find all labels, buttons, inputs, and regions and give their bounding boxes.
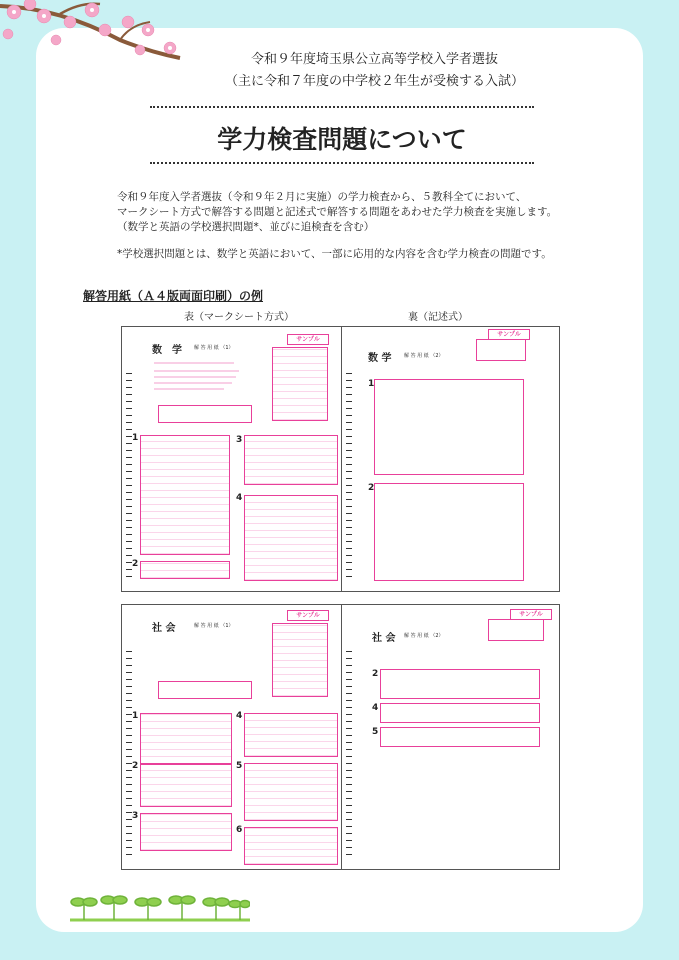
question-number: 6 [236, 825, 243, 835]
answer-grid-q2 [140, 763, 232, 807]
timing-marks [346, 367, 352, 577]
math-back-sub: 解 答 用 紙 （2） [404, 353, 444, 359]
question-number: 1 [132, 433, 139, 443]
question-number: 4 [372, 703, 379, 713]
answer-grid-q1 [140, 713, 232, 765]
sample-badge: サンプル [510, 609, 552, 620]
answer-grid-q3 [244, 435, 338, 485]
question-number: 4 [236, 493, 243, 503]
question-number: 5 [236, 761, 243, 771]
sheet-divider [341, 605, 342, 869]
question-number: 2 [368, 483, 375, 493]
mark-example-box [158, 405, 252, 423]
sample-badge: サンプル [287, 610, 329, 621]
exam-number-box [476, 339, 526, 361]
intro-line-2: マークシート方式で解答する問題と記述式で解答する問題をあわせた学力検査を実施します。 [117, 206, 558, 218]
answer-grid-q6 [244, 827, 338, 865]
sheet-divider [341, 327, 342, 591]
question-number: 3 [132, 811, 139, 821]
timing-marks [126, 645, 132, 855]
answer-grid-q5 [244, 763, 338, 821]
social-front-sub: 解 答 用 紙 （1） [194, 623, 234, 629]
intro-text [117, 190, 597, 235]
exam-number-grid [272, 347, 328, 421]
question-number: 4 [236, 711, 243, 721]
exam-number-box [488, 619, 544, 641]
question-number: 5 [372, 727, 379, 737]
sample-badge: サンプル [287, 334, 329, 345]
example-heading: 解答用紙（Ａ４版両面印刷）の例 [83, 289, 264, 303]
answer-grid-q4 [244, 495, 338, 581]
social-back-sub: 解 答 用 紙 （2） [404, 633, 444, 639]
question-number: 2 [132, 761, 139, 771]
question-number: 1 [368, 379, 375, 389]
timing-marks [126, 367, 132, 577]
question-number: 2 [372, 669, 379, 679]
exam-header [36, 48, 643, 89]
exam-target-line: （主に令和７年度の中学校２年生が受検する入試） [224, 74, 524, 89]
exam-year-line: 令和９年度埼玉県公立高等学校入学者選抜 [250, 52, 498, 67]
title-rule-top [150, 106, 534, 108]
title-rule-bottom [150, 162, 534, 164]
timing-marks [346, 645, 352, 855]
instructions [144, 357, 252, 399]
question-number: 3 [236, 435, 243, 445]
math-back-subject: 数 学 [368, 353, 392, 364]
social-back-subject: 社 会 [372, 633, 396, 644]
back-label: 裏（記述式） [408, 312, 468, 323]
footnote: *学校選択問題とは、数学と英語において、一部に応用的な内容を含む学力検査の問題です。 [117, 248, 552, 260]
answer-grid-q1 [140, 435, 230, 555]
mark-example-box [158, 681, 252, 699]
math-answer-sheet [121, 326, 560, 592]
sample-badge: サンプル [488, 329, 530, 340]
social-answer-sheet [121, 604, 560, 870]
answer-grid-q3 [140, 813, 232, 851]
written-answer-box-2 [380, 669, 540, 699]
intro-line-3: （数学と英語の学校選択問題*、並びに追検査を含む） [117, 221, 375, 233]
question-number: 1 [132, 711, 139, 721]
question-number: 2 [132, 559, 139, 569]
answer-grid-q2 [140, 561, 230, 579]
intro-line-1: 令和９年度入学者選抜（令和９年２月に実施）の学力検査から、５教科全てにおいて、 [117, 191, 527, 203]
written-answer-box-2 [374, 483, 524, 581]
written-answer-box-1 [374, 379, 524, 475]
sprout-illustration [70, 888, 250, 924]
exam-number-grid [272, 623, 328, 697]
social-front-subject: 社 会 [152, 623, 176, 634]
written-answer-box-4 [380, 703, 540, 723]
answer-grid-q4 [244, 713, 338, 757]
front-label: 表（マークシート方式） [184, 312, 294, 323]
math-front-sub: 解 答 用 紙 （1） [194, 345, 234, 351]
math-front-subject: 数 学 [152, 345, 182, 356]
page-title: 学力検査問題について [217, 125, 467, 154]
written-answer-box-5 [380, 727, 540, 747]
